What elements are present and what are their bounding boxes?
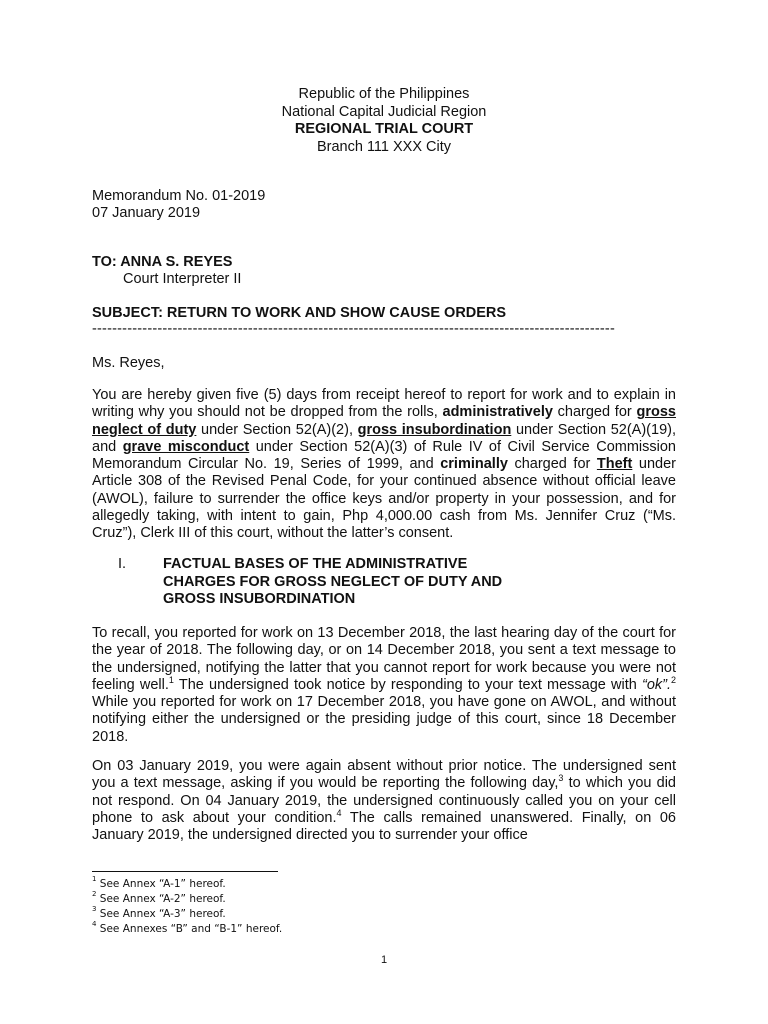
footnote-ref-2: 2	[671, 674, 677, 685]
para1-text-7: under Article 308 of the Revised Penal Code, for your continued absence without official leave (AWOL), failure to surrender the office keys and/or property in your possession, and for allegedly taking, with intent to gain, Php 4,000.00 cash from Ms. Jennifer Cruz (“Ms. Cruz”), Clerk III of this court, without the latter’s consent.	[92, 456, 676, 542]
para1-theft: Theft	[596, 456, 633, 473]
footnote-3-text: See Annex “A-3” hereof.	[96, 908, 226, 920]
para3-text-1: On 03 January 2019, you were again absent without prior notice. The undersigned sent you a text message, asking if you would be reporting the following day,	[92, 758, 676, 792]
letterhead-republic: Republic of the Philippines	[298, 86, 470, 102]
footnote-ref-3: 3	[558, 773, 564, 784]
para1-text-1: You are hereby given five (5) days from receipt hereof to report for work and to explain in writing why you should not be dropped from the rolls,	[92, 387, 676, 421]
footnotes	[92, 877, 282, 937]
footnote-1-number: 1	[92, 875, 97, 883]
para1-grave-misconduct: grave misconduct	[122, 438, 250, 455]
para1-text-4: under Section 52(A)(19), and	[92, 421, 676, 455]
para2-text-2: The undersigned took notice by responding to your text message with	[173, 676, 642, 693]
para3-text-3: The calls remained unanswered. Finally, on 06 January 2019, the undersigned directed you to surrender your office	[92, 809, 676, 844]
section-number: I.	[118, 556, 127, 572]
letterhead	[0, 86, 768, 156]
letterhead-court: REGIONAL TRIAL COURT	[294, 121, 474, 137]
salutation: Ms. Reyes,	[92, 355, 165, 371]
para2-text-3: While you reported for work on 17 December 2018, you have gone on AWOL, and without notifying either the undersigned or the presiding judge of this court, since 18 December 2018.	[92, 694, 676, 745]
letterhead-branch: Branch 111 XXX City	[316, 138, 452, 155]
memo-number: Memorandum No. 01-2019	[92, 188, 266, 204]
footnote-4-text: See Annexes “B” and “B-1” hereof.	[96, 923, 283, 935]
footnote-ref-1: 1	[168, 674, 174, 685]
footnote-ref-4: 4	[336, 807, 342, 818]
para2-ok-quote: “ok”.	[642, 676, 671, 693]
para1-gross-neglect: gross neglect of duty	[92, 404, 676, 438]
addressee	[92, 254, 676, 289]
para1-administratively: administratively	[442, 404, 553, 421]
footnote-2	[92, 892, 282, 907]
para1-text-5: under Section 52(A)(3) of Rule IV of Civil Service Commission Memorandum Circular No. 19, Series of 1999, and	[92, 438, 676, 473]
footnote-1	[92, 877, 282, 892]
footnote-2-number: 2	[92, 890, 97, 898]
footnote-2-text: See Annex “A-2” hereof.	[96, 893, 226, 905]
memo-date: 07 January 2019	[92, 205, 201, 222]
paragraph-3	[92, 758, 676, 844]
footnote-4-number: 4	[92, 920, 97, 928]
letterhead-region: National Capital Judicial Region	[281, 103, 487, 120]
footnote-4	[92, 922, 282, 937]
page-number: 1	[380, 954, 388, 966]
para1-criminally: criminally	[440, 456, 508, 473]
para2-text-1: To recall, you reported for work on 13 December 2018, the last hearing day of the court for the year of 2018. The following day, or on 14 December 2018, you sent a text message to the undersigned, notifying the latter that you cannot report for work because you were not feeling well.	[92, 625, 676, 693]
para1-text-6: charged for	[507, 456, 597, 473]
section-title: FACTUAL BASES OF THE ADMINISTRATIVE CHARGES FOR GROSS NEGLECT OF DUTY AND GROSS INSUBORDINATION	[163, 556, 503, 607]
footnote-3	[92, 907, 282, 922]
paragraph-2	[92, 625, 676, 746]
memo-info	[92, 188, 676, 223]
para1-text-3: under Section 52(A)(2),	[196, 421, 358, 438]
subject-line: SUBJECT: RETURN TO WORK AND SHOW CAUSE ORDERS	[92, 305, 507, 321]
para1-text-2: charged for	[552, 404, 637, 421]
para3-text-2: to which you did not respond. On 04 January 2019, the undersigned continuously called you on your cell phone to ask about your condition.	[92, 775, 676, 826]
footnote-1-text: See Annex “A-1” hereof.	[96, 878, 226, 890]
addressee-position: Court Interpreter II	[123, 271, 242, 288]
paragraph-1	[92, 387, 676, 543]
divider-line: --------------------------------------------------------------------------------------------------------	[92, 322, 615, 336]
addressee-name: TO: ANNA S. REYES	[92, 254, 233, 270]
para1-gross-insubordination: gross insubordination	[357, 421, 512, 438]
footnote-3-number: 3	[92, 905, 97, 913]
footnote-separator	[92, 871, 278, 872]
